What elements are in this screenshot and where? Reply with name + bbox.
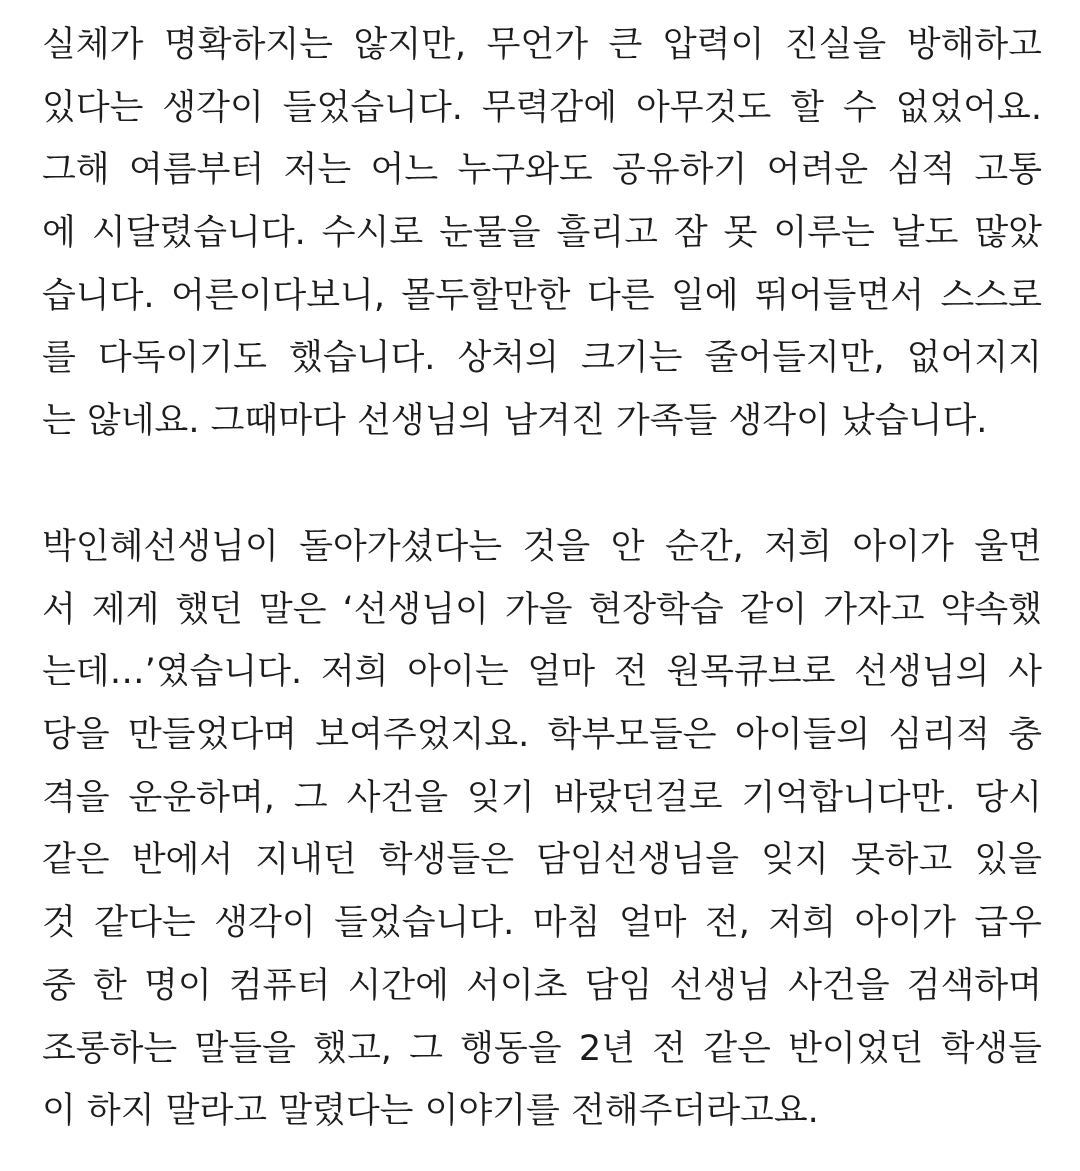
text-line: 그해 여름부터 저는 어느 누구와도 공유하기 어려운 심적 고통 xyxy=(42,150,1042,191)
text-line: 를 다독이기도 했습니다. 상처의 크기는 줄어들지만, 없어지지 xyxy=(42,338,1042,379)
text-line: 에 시달렸습니다. 수시로 눈물을 흘리고 잠 못 이루는 날도 많았 xyxy=(42,213,1042,254)
text-line: 있다는 생각이 들었습니다. 무력감에 아무것도 할 수 없었어요. xyxy=(42,87,1042,128)
text-line: 박인혜선생님이 돌아가셨다는 것을 안 순간, 저희 아이가 울면 xyxy=(42,527,1042,567)
text-line: 당을 만들었다며 보여주었지요. 학부모들은 아이들의 심리적 충 xyxy=(42,715,1042,756)
text-line: 실체가 명확하지는 않지만, 무언가 큰 압력이 진실을 방해하고 xyxy=(42,25,1042,65)
text-line: 것 같다는 생각이 들었습니다. 마침 얼마 전, 저희 아이가 급우 xyxy=(42,903,1042,944)
text-line: 같은 반에서 지내던 학생들은 담임선생님을 잊지 못하고 있을 xyxy=(42,840,1042,881)
text-line: 중 한 명이 컴퓨터 시간에 서이초 담임 선생님 사건을 검색하며 xyxy=(42,965,1042,1006)
text-line: 격을 운운하며, 그 사건을 잊기 바랐던걸로 기억합니다만. 당시 xyxy=(42,777,1042,818)
text-line: 는 않네요. 그때마다 선생님의 남겨진 가족들 생각이 났습니다. xyxy=(42,401,988,442)
text-line: 습니다. 어른이다보니, 몰두할만한 다른 일에 뛰어들면서 스스로 xyxy=(42,275,1042,316)
paragraph-2 xyxy=(42,516,1042,1143)
text-line: 조롱하는 말들을 했고, 그 행동을 2년 전 같은 반이었던 학생들 xyxy=(42,1028,1042,1069)
paragraph-1 xyxy=(42,14,1042,453)
text-line: 서 제게 했던 말은 ‘선생님이 가을 현장학습 같이 가자고 약속했 xyxy=(42,589,1042,630)
text-line: 는데…’였습니다. 저희 아이는 얼마 전 원목큐브로 선생님의 사 xyxy=(42,652,1042,693)
text-line: 이 하지 말라고 말렸다는 이야기를 전해주더라고요. xyxy=(42,1091,819,1132)
